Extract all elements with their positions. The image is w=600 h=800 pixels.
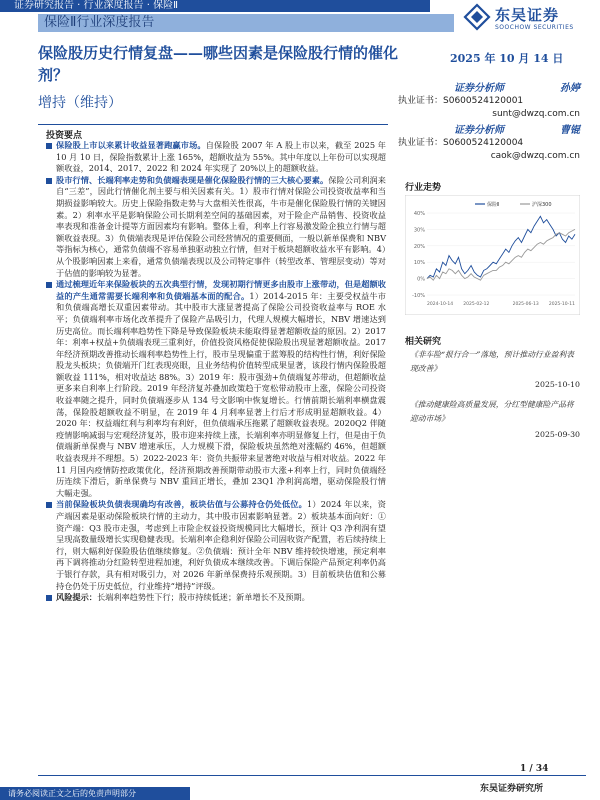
legend-label: 保险Ⅱ [487, 202, 500, 208]
x-tick-label: 2025-06-13 [512, 302, 539, 307]
bullet-square-icon [46, 502, 52, 508]
analyst-cert: 执业证书：S0600524120004 [398, 138, 524, 148]
summary-bullet [46, 279, 386, 499]
legend-label: 沪深300 [532, 202, 552, 208]
report-headline: 保险股历史行情复盘——哪些因素是保险股行情的催化剂？ [38, 44, 399, 84]
analyst-2 [398, 124, 580, 163]
bullet-lead: 通过梳理近年来保险板块的五次典型行情，发现初期行情更多由股市上涨带动，但是超额收益的产生通常需要长端利率和负债端基本面的配合。 [56, 279, 386, 301]
y-tick-label: 10% [413, 260, 425, 267]
analyst-title: 证券分析师 [454, 83, 504, 94]
summary-heading: 投资要点 [46, 131, 83, 141]
logo-english: SOOCHOW SECURITIES [495, 24, 574, 31]
disclaimer-bar [0, 787, 190, 800]
y-tick-label: 20% [413, 243, 425, 250]
footer-divider [38, 775, 586, 776]
bullet-lead: 股市行情、长端利率走势和负债端表现是催化保险股行情的三大核心要素。 [56, 174, 329, 185]
summary-bullet [46, 592, 386, 604]
y-tick-label: 0% [417, 276, 425, 283]
logo-mark-icon [463, 3, 491, 31]
disclaimer-text: 请务必阅读正文之后的免责声明部分 [8, 789, 136, 798]
bullet-lead: 风险提示： [56, 592, 97, 603]
related-date-1: 2025-10-10 [535, 380, 580, 389]
trend-heading: 行业走势 [405, 183, 442, 193]
analyst-title: 证券分析师 [454, 125, 504, 136]
page-number: 1 / 34 [520, 764, 549, 774]
analyst-name: 曹锟 [560, 125, 580, 136]
y-tick-label: 40% [413, 211, 425, 217]
related-heading: 相关研究 [405, 337, 442, 347]
analyst-cert: 执业证书：S0600524120001 [398, 96, 524, 106]
top-ribbon [0, 0, 430, 12]
bullet-text: 长端利率趋势性下行；股市持续低迷；新单增长不及预期。 [96, 592, 310, 603]
bullet-square-icon [46, 143, 52, 149]
related-report-1[interactable]: 《非车险“报行合一”落地，预计推动行业盈利表现改善》 [410, 350, 574, 373]
logo [463, 0, 583, 40]
bullet-square-icon [46, 178, 52, 184]
analyst-1 [398, 82, 580, 121]
report-category: 保险Ⅱ行业深度报告 [38, 14, 454, 32]
bullet-square-icon [46, 282, 52, 288]
trend-chart [405, 195, 580, 315]
summary-bullet [46, 499, 386, 592]
related-report-2[interactable]: 《推动健康险高质量发展，分红型健康险产品将迎动市场》 [410, 400, 574, 423]
bullet-text: 1）2024 年以来，资产端因素是驱动保险板块行情的主动力，其中股市因素影响显著。2）板块基本面向好：①资产端：Q3 股市走强，考虑到上市险企权益投资规模同比大幅增长，预计 Q3 净利润有望呈现高数量级增长实现稳健表现。长端利率企稳利好保险公司固收资产配置，若后续持续上行，则大幅利好保险股估值继续修复。②负债端：预计全年 NBV 维持较快增速，预定利率再下调将推动分红险转型进程加速，利好负债成本继续改善。下调后保险产品预定利率仍高于银行存款，具有相对吸引力，对 2026 年新单保费持乐观预期。3）目前板块估值和公募持仓仍处于历史低位，行业维持“增持”评级。 [56, 499, 386, 591]
summary-bullet [46, 175, 386, 279]
bullet-square-icon [46, 595, 52, 601]
analyst-name: 孙婷 [560, 83, 580, 94]
related-date-2: 2025-09-30 [535, 430, 580, 439]
summary-bullet [46, 140, 386, 175]
bullet-lead: 当前保险板块负债表现确均有改善，板块估值与公募持仓仍处低位。 [56, 499, 307, 510]
x-tick-label: 2024-10-14 [427, 302, 454, 307]
bullet-text: 1）2014-2015 年：主要受权益牛市和负债端高增长双重因素带动。其中股市大涨显著提高了保险公司投资收益率与 ROE 水平；负债端利率市场化改革提升了保险产品吸引力，代理人规模大幅增长，NBV 增速达到历史高位。而长端利率趋势性下降是导致保险板块未能取得显著超额收益的原因。2）2017 年：利率+权益+负债端表现三重利好，价值投资风格促使保险股出现显著超额收益。2017 年经济预期改善推动长端利率趋势性上行，股市呈现偏重于蓝筹股的结构性行情，利好保险股龙头板块；负债端开门红表现亮眼，且业务结构价值转型成果显著，该段行情内保险股超额收益 111%，相对收益达 88%。3）2019 年：股市强劲+负债端复苏带动，但超额收益更多来自利率上行阶段。2019 年经济复苏叠加政策趋于宽松带动股市上涨，保险公司投资收益率随之提升，同时负债端逐步从 134 号文影响中恢复增长。行情前期长端利率横盘震荡，保险股超额收益不明显，在 2019 年 4 月利率显著上行后才形成明显超额收益。4）2020 年：权益端红利与利率均有利好，但负债端承压拖累了超额收益表现。2020Q2 伴随疫情影响减弱与宏观经济复苏，股市迎来持续上涨，长端利率亦明显修复上行，但是由于负债端新单保费与 NBV 增速承压，人力规模下滑，保险板块虽然绝对涨幅约 46%，但超额收益表现并不理想。5）2022-2023 年：资负共振带来显著绝对收益与相对收益。2022 年 11 月国内疫情防控政策优化，经济预期改善预期带动股市大涨+利率上行，同时负债端经历连续下滑后，新单保费与 NBV 重回正增长，叠加 23Q1 净利润高增，驱动保险股行情大幅走强。 [56, 290, 386, 498]
analyst-email[interactable]: sunt@dwzq.com.cn [492, 109, 580, 119]
report-date: 2025 年 10 月 14 日 [450, 52, 564, 65]
rating: 增持（维持） [38, 95, 122, 111]
bullet-text: 保险公司利润来自“三差”，因此行情催化剂主要与相关因素有关。1）股市行情对保险公司投资收益率和当期损益影响较大。历史上保险指数走势与大盘相关性很高，牛市是催化保险股行情的关键因素。2）利率水平是影响保险公司长期利差空间的基础因素，对于险企产品销售、投资收益率表现和准备金计提等方面因素均有影响。整体上看，利率上行容易激发险企独立行情与超额收益表现。3）负债端表现是评估保险公司经营情况的重要侧面，一般以新单保费和 NBV 等指标为核心，通常负债端不容易单独驱动独立行情，但对于板块超额收益水平有影响。4）从个股影响因素上来看，通常负债端表现以及公司特定事件（转型改革、管理层变动）等对于估值的影响较为显著。 [56, 174, 386, 278]
logo-chinese: 东吴证券 [495, 6, 560, 24]
institute-name: 东吴证券研究所 [480, 784, 544, 794]
bullet-text: 自保险股 2007 年 A 股上市以来，截至 2025 年 10 月 10 日，保险指数累计上涨 165%，超额收益为 55%。其中年度以上年份可以实现超额收益，2014、2017、2022 和 2024 年实现了 20%以上的超额收益。 [56, 140, 386, 174]
y-tick-label: -10% [412, 293, 425, 299]
y-tick-label: 30% [413, 227, 425, 234]
analyst-email[interactable]: caok@dwzq.com.cn [490, 151, 580, 161]
summary-body [46, 140, 386, 604]
divider [38, 124, 388, 125]
bullet-lead: 保险股上市以来累计收益显著跑赢市场。 [56, 140, 206, 150]
ribbon-text: 证券研究报告 · 行业深度报告 · 保险Ⅱ [14, 0, 178, 11]
x-tick-label: 2025-02-12 [463, 302, 490, 307]
x-tick-label: 2025-10-11 [548, 302, 575, 307]
